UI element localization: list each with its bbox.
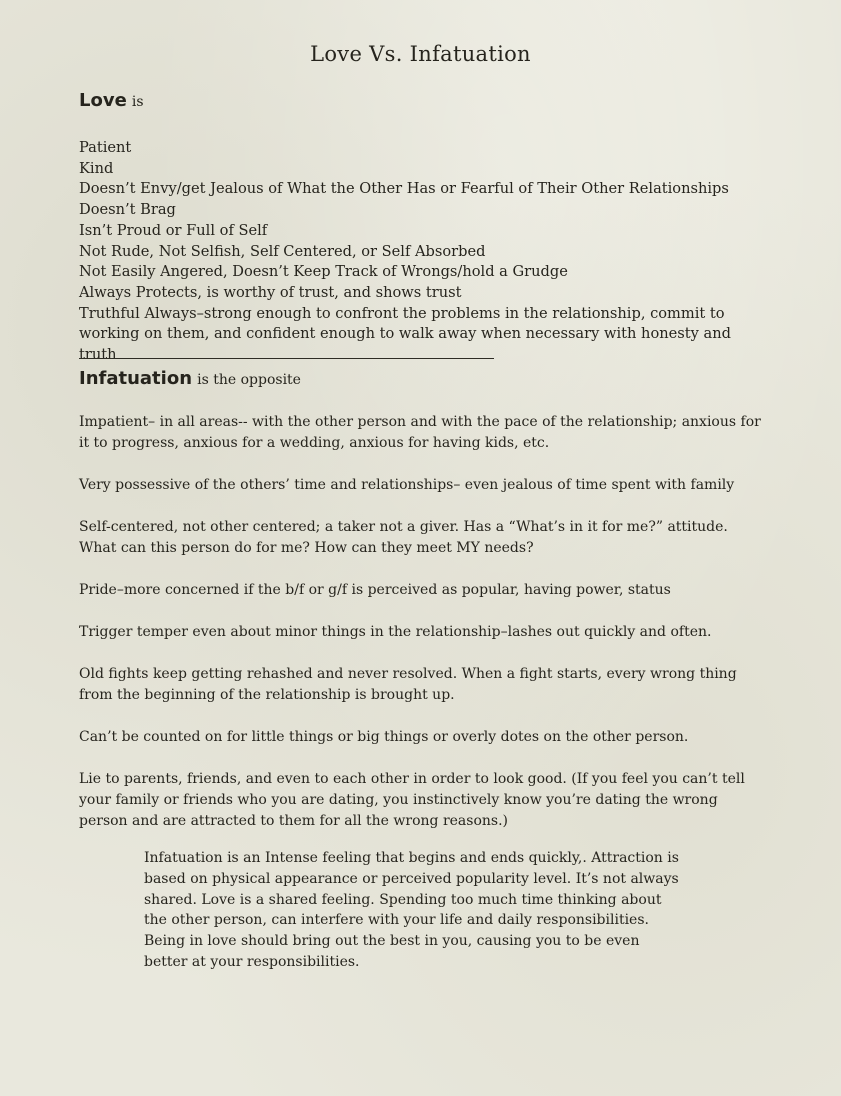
love-heading-suffix: is [131, 94, 144, 110]
love-item: Truthful Always–strong enough to confront the problems in the relationship, commit to working on them, and confident enough to walk away when necessary with honesty and truth [79, 304, 731, 364]
infatuation-paragraph: Old fights keep getting rehashed and never resolved. When a fight starts, every wrong thing from the beginning of the relationship is brought up. [79, 666, 737, 703]
summary-paragraph: Infatuation is an Intense feeling that begins and ends quickly,. Attraction is based on physical appearance or perceived popularity level. It’s not always shared. Love is a shared feeling. Spending too much time thinking about the other person, can interfere with your life and daily responsibilities. Being in love should bring out the best in you, causing you to be even better at your responsibilities. [144, 850, 679, 970]
infatuation-paragraph: Pride–more concerned if the b/f or g/f is perceived as popular, having power, status [79, 582, 671, 598]
love-item: Always Protects, is worthy of trust, and shows trust [79, 283, 462, 301]
infatuation-list [79, 412, 769, 832]
love-list [79, 138, 769, 366]
infatuation-heading-word: Infatuation [79, 368, 193, 389]
infatuation-paragraph: Trigger temper even about minor things in the relationship–lashes out quickly and often. [79, 624, 712, 640]
infatuation-paragraph: Can’t be counted on for little things or big things or overly dotes on the other person. [79, 729, 689, 745]
infatuation-paragraph: Impatient– in all areas-- with the other person and with the pace of the relationship; anxious for it to progress, anxious for a wedding, anxious for having kids, etc. [79, 414, 761, 451]
love-item: Not Easily Angered, Doesn’t Keep Track of Wrongs/hold a Grudge [79, 263, 568, 281]
love-item: Not Rude, Not Selfish, Self Centered, or Self Absorbed [79, 242, 486, 260]
infatuation-paragraph: Very possessive of the others’ time and relationships– even jealous of time spent with family [79, 477, 735, 493]
love-item: Doesn’t Envy/get Jealous of What the Other Has or Fearful of Their Other Relationships [79, 180, 729, 198]
infatuation-paragraph: Self-centered, not other centered; a taker not a giver. Has a “What’s in it for me?” attitude. What can this person do for me? How can they meet MY needs? [79, 519, 728, 556]
love-heading [79, 90, 144, 111]
love-item: Kind [79, 159, 114, 177]
infatuation-heading [79, 368, 301, 389]
infatuation-paragraph: Lie to parents, friends, and even to each other in order to look good. (If you feel you can’t tell your family or friends who you are dating, you instinctively know you’re dating the wrong person and are attracted to them for all the wrong reasons.) [79, 771, 745, 829]
page-title: Love Vs. Infatuation [310, 42, 531, 66]
section-divider [79, 358, 494, 359]
love-heading-word: Love [79, 90, 127, 111]
love-item: Doesn’t Brag [79, 201, 176, 219]
love-item: Patient [79, 139, 132, 156]
infatuation-heading-suffix: is the opposite [197, 372, 301, 388]
love-item: Isn’t Proud or Full of Self [79, 221, 268, 239]
